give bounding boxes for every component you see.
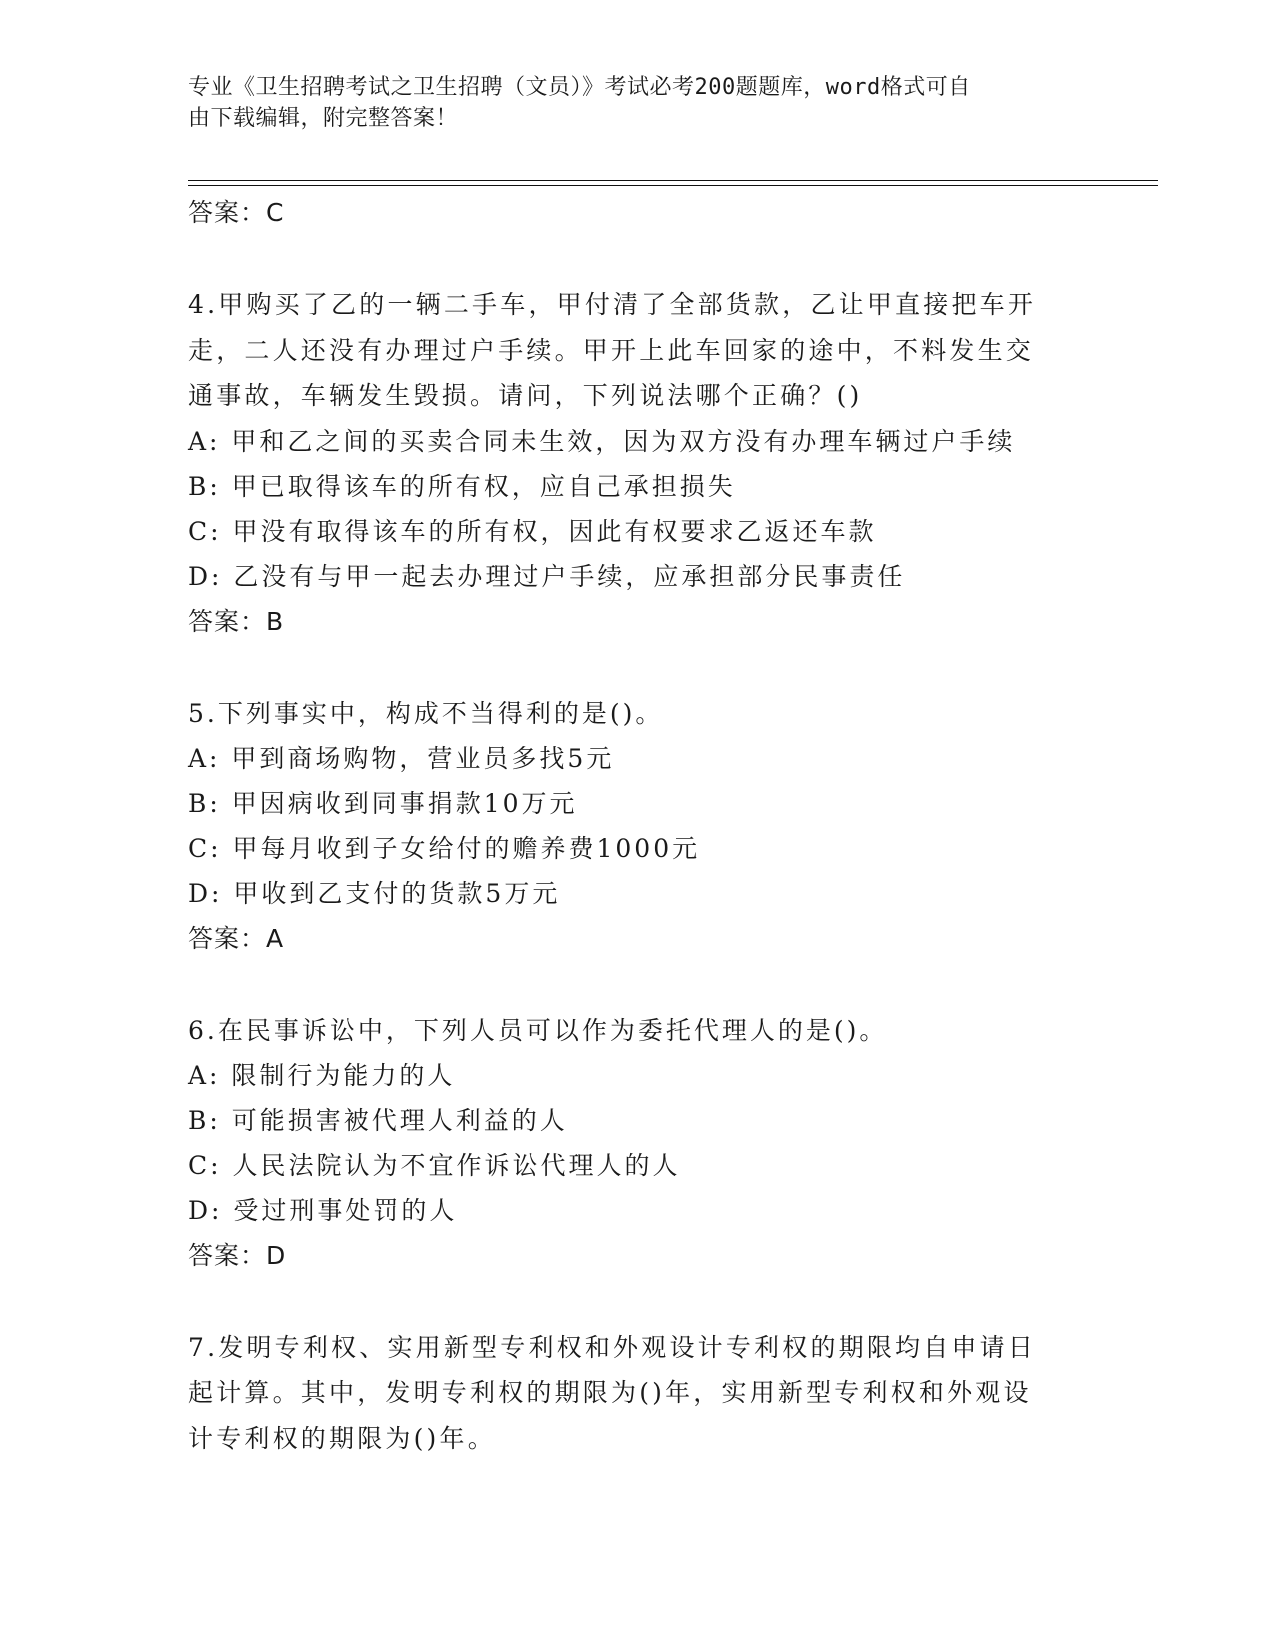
- question-4: [188, 282, 1088, 644]
- question-7: [188, 1325, 1088, 1462]
- option-d: D: 乙没有与甲一起去办理过户手续，应承担部分民事责任: [188, 561, 906, 591]
- document-body: [188, 190, 1088, 1461]
- header-divider-top: [188, 180, 1158, 181]
- answer-line: 答案：B: [188, 606, 285, 636]
- option-a: A: 甲和乙之间的买卖合同未生效，因为双方没有办理车辆过户手续: [188, 426, 1016, 456]
- option-b: B: 可能损害被代理人利益的人: [188, 1105, 568, 1135]
- question-line: 4.甲购买了乙的一辆二手车，甲付清了全部货款，乙让甲直接把车开: [188, 290, 1037, 319]
- question-5: [188, 691, 1088, 961]
- question-text: [188, 282, 1088, 419]
- question-text: [188, 1325, 1088, 1462]
- option-c: C: 甲每月收到子女给付的赡养费1000元: [188, 833, 701, 863]
- option-c: C: 人民法院认为不宜作诉讼代理人的人: [188, 1150, 681, 1180]
- question-text: 6.在民事诉讼中，下列人员可以作为委托代理人的是()。: [188, 1015, 888, 1045]
- page-header: [188, 72, 1068, 134]
- answer-line: 答案：A: [188, 923, 285, 953]
- option-a: A: 甲到商场购物，营业员多找5元: [188, 743, 615, 773]
- option-d: D: 受过刑事处罚的人: [188, 1195, 458, 1225]
- question-line: 通事故，车辆发生毁损。请问，下列说法哪个正确？(): [188, 381, 863, 410]
- answer-line: 答案：D: [188, 1240, 287, 1270]
- question-line: 7.发明专利权、实用新型专利权和外观设计专利权的期限均自申请日: [188, 1332, 1037, 1362]
- question-line: 计专利权的期限为()年。: [188, 1423, 496, 1453]
- question-text: 5.下列事实中，构成不当得利的是()。: [188, 698, 664, 728]
- option-b: B: 甲因病收到同事捐款10万元: [188, 788, 578, 818]
- question-line: 起计算。其中，发明专利权的期限为()年，实用新型专利权和外观设: [188, 1378, 1032, 1407]
- header-line-2: 由下载编辑，附完整答案！: [188, 106, 459, 131]
- option-b: B: 甲已取得该车的所有权，应自己承担损失: [188, 471, 736, 501]
- header-divider-bottom: [188, 185, 1158, 186]
- question-6: [188, 1008, 1088, 1278]
- option-d: D: 甲收到乙支付的货款5万元: [188, 878, 561, 908]
- question-line: 走，二人还没有办理过户手续。甲开上此车回家的途中，不料发生交: [188, 335, 1035, 365]
- option-a: A: 限制行为能力的人: [188, 1060, 456, 1090]
- answer-line: 答案：C: [188, 198, 285, 227]
- option-c: C: 甲没有取得该车的所有权，因此有权要求乙返还车款: [188, 516, 877, 546]
- header-line-1: 专业《卫生招聘考试之卫生招聘（文员）》考试必考200题题库，word格式可自: [188, 75, 971, 100]
